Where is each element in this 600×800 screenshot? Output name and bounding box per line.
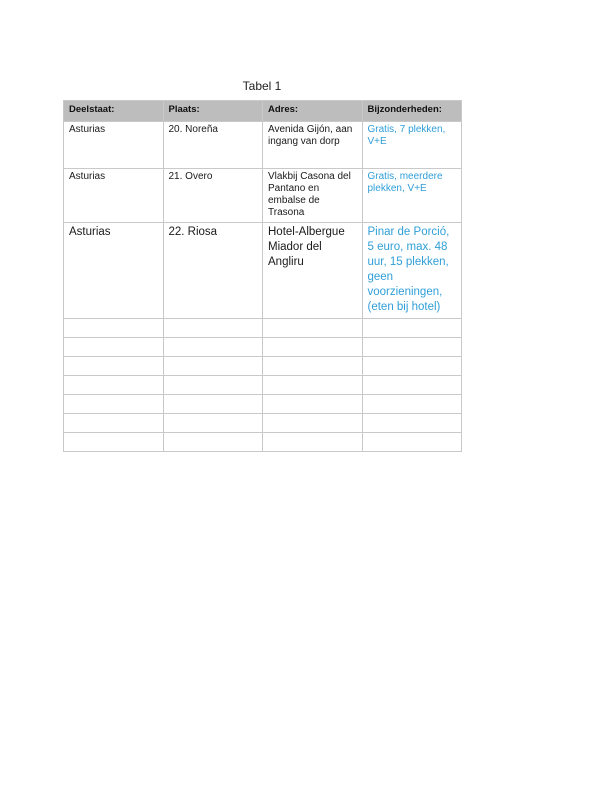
empty-cell [64,376,164,395]
cell-bijzonderheden: Gratis, meerdere plekken, V+E [362,169,462,223]
table-header-row [64,101,462,122]
empty-row [64,338,462,357]
empty-cell [263,319,363,338]
cell-deelstaat: Asturias [64,169,164,223]
empty-cell [64,395,164,414]
empty-cell [263,357,363,376]
empty-cell [163,376,263,395]
empty-row [64,376,462,395]
empty-row [64,395,462,414]
empty-cell [263,433,363,452]
header-deelstaat: Deelstaat: [64,101,164,122]
table-row [64,223,462,319]
empty-cell [163,357,263,376]
cell-adres: Vlakbij Casona del Pantano en embalse de Trasona [263,169,363,223]
header-adres: Adres: [263,101,363,122]
empty-cell [362,395,462,414]
empty-cell [263,414,363,433]
data-table [63,100,462,452]
empty-cell [263,395,363,414]
empty-cell [64,433,164,452]
empty-cell [362,433,462,452]
empty-cell [163,414,263,433]
header-bijzonderheden: Bijzonderheden: [362,101,462,122]
empty-cell [362,376,462,395]
empty-cell [64,338,164,357]
empty-row [64,433,462,452]
header-plaats: Plaats: [163,101,263,122]
empty-cell [263,338,363,357]
empty-row [64,414,462,433]
table-row [64,169,462,223]
empty-cell [362,338,462,357]
table-caption: Tabel 1 [242,79,282,93]
cell-deelstaat: Asturias [64,223,164,319]
empty-cell [362,319,462,338]
cell-adres: Hotel-Albergue Miador del Angliru [263,223,363,319]
empty-row [64,357,462,376]
table-row [64,122,462,169]
cell-deelstaat: Asturias [64,122,164,169]
empty-cell [64,319,164,338]
empty-cell [163,395,263,414]
cell-plaats: 20. Noreña [163,122,263,169]
cell-bijzonderheden: Pinar de Porció, 5 euro, max. 48 uur, 15 plekken, geen voorzieningen, (eten bij hotel) [362,223,462,319]
empty-cell [64,357,164,376]
cell-bijzonderheden: Gratis, 7 plekken, V+E [362,122,462,169]
empty-cell [263,376,363,395]
empty-cell [64,414,164,433]
cell-plaats: 21. Overo [163,169,263,223]
empty-cell [362,414,462,433]
empty-cell [163,338,263,357]
empty-row [64,319,462,338]
empty-cell [163,319,263,338]
cell-plaats: 22. Riosa [163,223,263,319]
cell-adres: Avenida Gijón, aan ingang van dorp [263,122,363,169]
empty-cell [362,357,462,376]
empty-cell [163,433,263,452]
